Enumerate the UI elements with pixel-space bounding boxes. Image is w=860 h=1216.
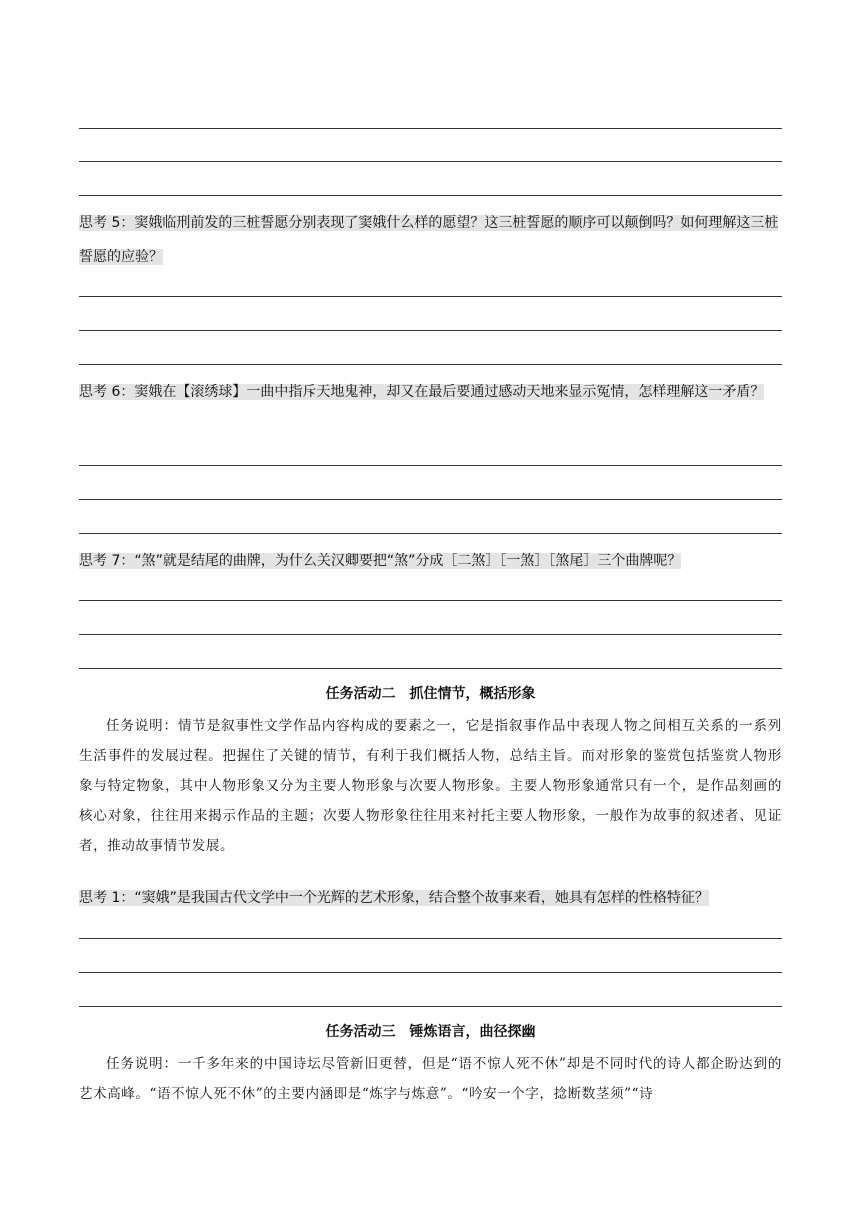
- answer-line: [79, 330, 782, 331]
- answer-line: [79, 634, 782, 635]
- question-7: [79, 544, 782, 578]
- answer-line: [79, 499, 782, 500]
- answer-line: [79, 195, 782, 196]
- answer-line: [79, 938, 782, 939]
- question-7-text: 思考 7：“煞”就是结尾的曲牌，为什么关汉卿要把“煞”分成［二煞］［一煞］［煞尾］三个曲牌呢？: [79, 553, 682, 569]
- task3-description: 任务说明：一千多年来的中国诗坛尽管新旧更替，但是“语不惊人死不休”却是不同时代的诗人都企盼达到的艺术高峰。“语不惊人死不休”的主要内涵即是“炼字与炼意”。“吟安一个字，捻断数茎须”“诗: [79, 1056, 782, 1102]
- task2-heading: 任务活动二 抓住情节，概括形象: [325, 686, 536, 702]
- question-5-text: 思考 5：窦娥临刑前发的三桩誓愿分别表现了窦娥什么样的愿望？这三桩誓愿的顺序可以颠倒吗？如何理解这三桩誓愿的应验？: [79, 215, 779, 265]
- question-6-text: 思考 6：窦娥在【滚绣球】一曲中指斥天地鬼神，却又在最后要通过感动天地来显示冤情，怎样理解这一矛盾？: [79, 384, 765, 400]
- answer-line: [79, 128, 782, 129]
- task2-question-1: [79, 881, 782, 915]
- answer-line: [79, 668, 782, 669]
- answer-line: [79, 296, 782, 297]
- task3-heading: 任务活动三 锤炼语言，曲径探幽: [325, 1024, 536, 1040]
- answer-line: [79, 533, 782, 534]
- answer-line: [79, 1006, 782, 1007]
- answer-line: [79, 161, 782, 162]
- task2-description: 任务说明：情节是叙事性文学作品内容构成的要素之一，它是指叙事作品中表现人物之间相互关系的一系列生活事件的发展过程。把握住了关键的情节，有利于我们概括人物，总结主旨。而对形象的鉴赏包括鉴赏人物形象与特定物象，其中人物形象又分为主要人物形象与次要人物形象。主要人物形象通常只有一个，是作品刻画的核心对象，往往用来揭示作品的主题；次要人物形象往往用来衬托主要人物形象，一般作为故事的叙述者、见证者，推动故事情节发展。: [79, 718, 782, 854]
- answer-line: [79, 364, 782, 365]
- question-5: [79, 206, 782, 274]
- question-6: [79, 375, 782, 409]
- answer-line: [79, 600, 782, 601]
- answer-line: [79, 972, 782, 973]
- answer-line: [79, 465, 782, 466]
- task2-question-1-text: 思考 1：“窦娥”是我国古代文学中一个光辉的艺术形象，结合整个故事来看，她具有怎样的性格特征？: [79, 890, 709, 906]
